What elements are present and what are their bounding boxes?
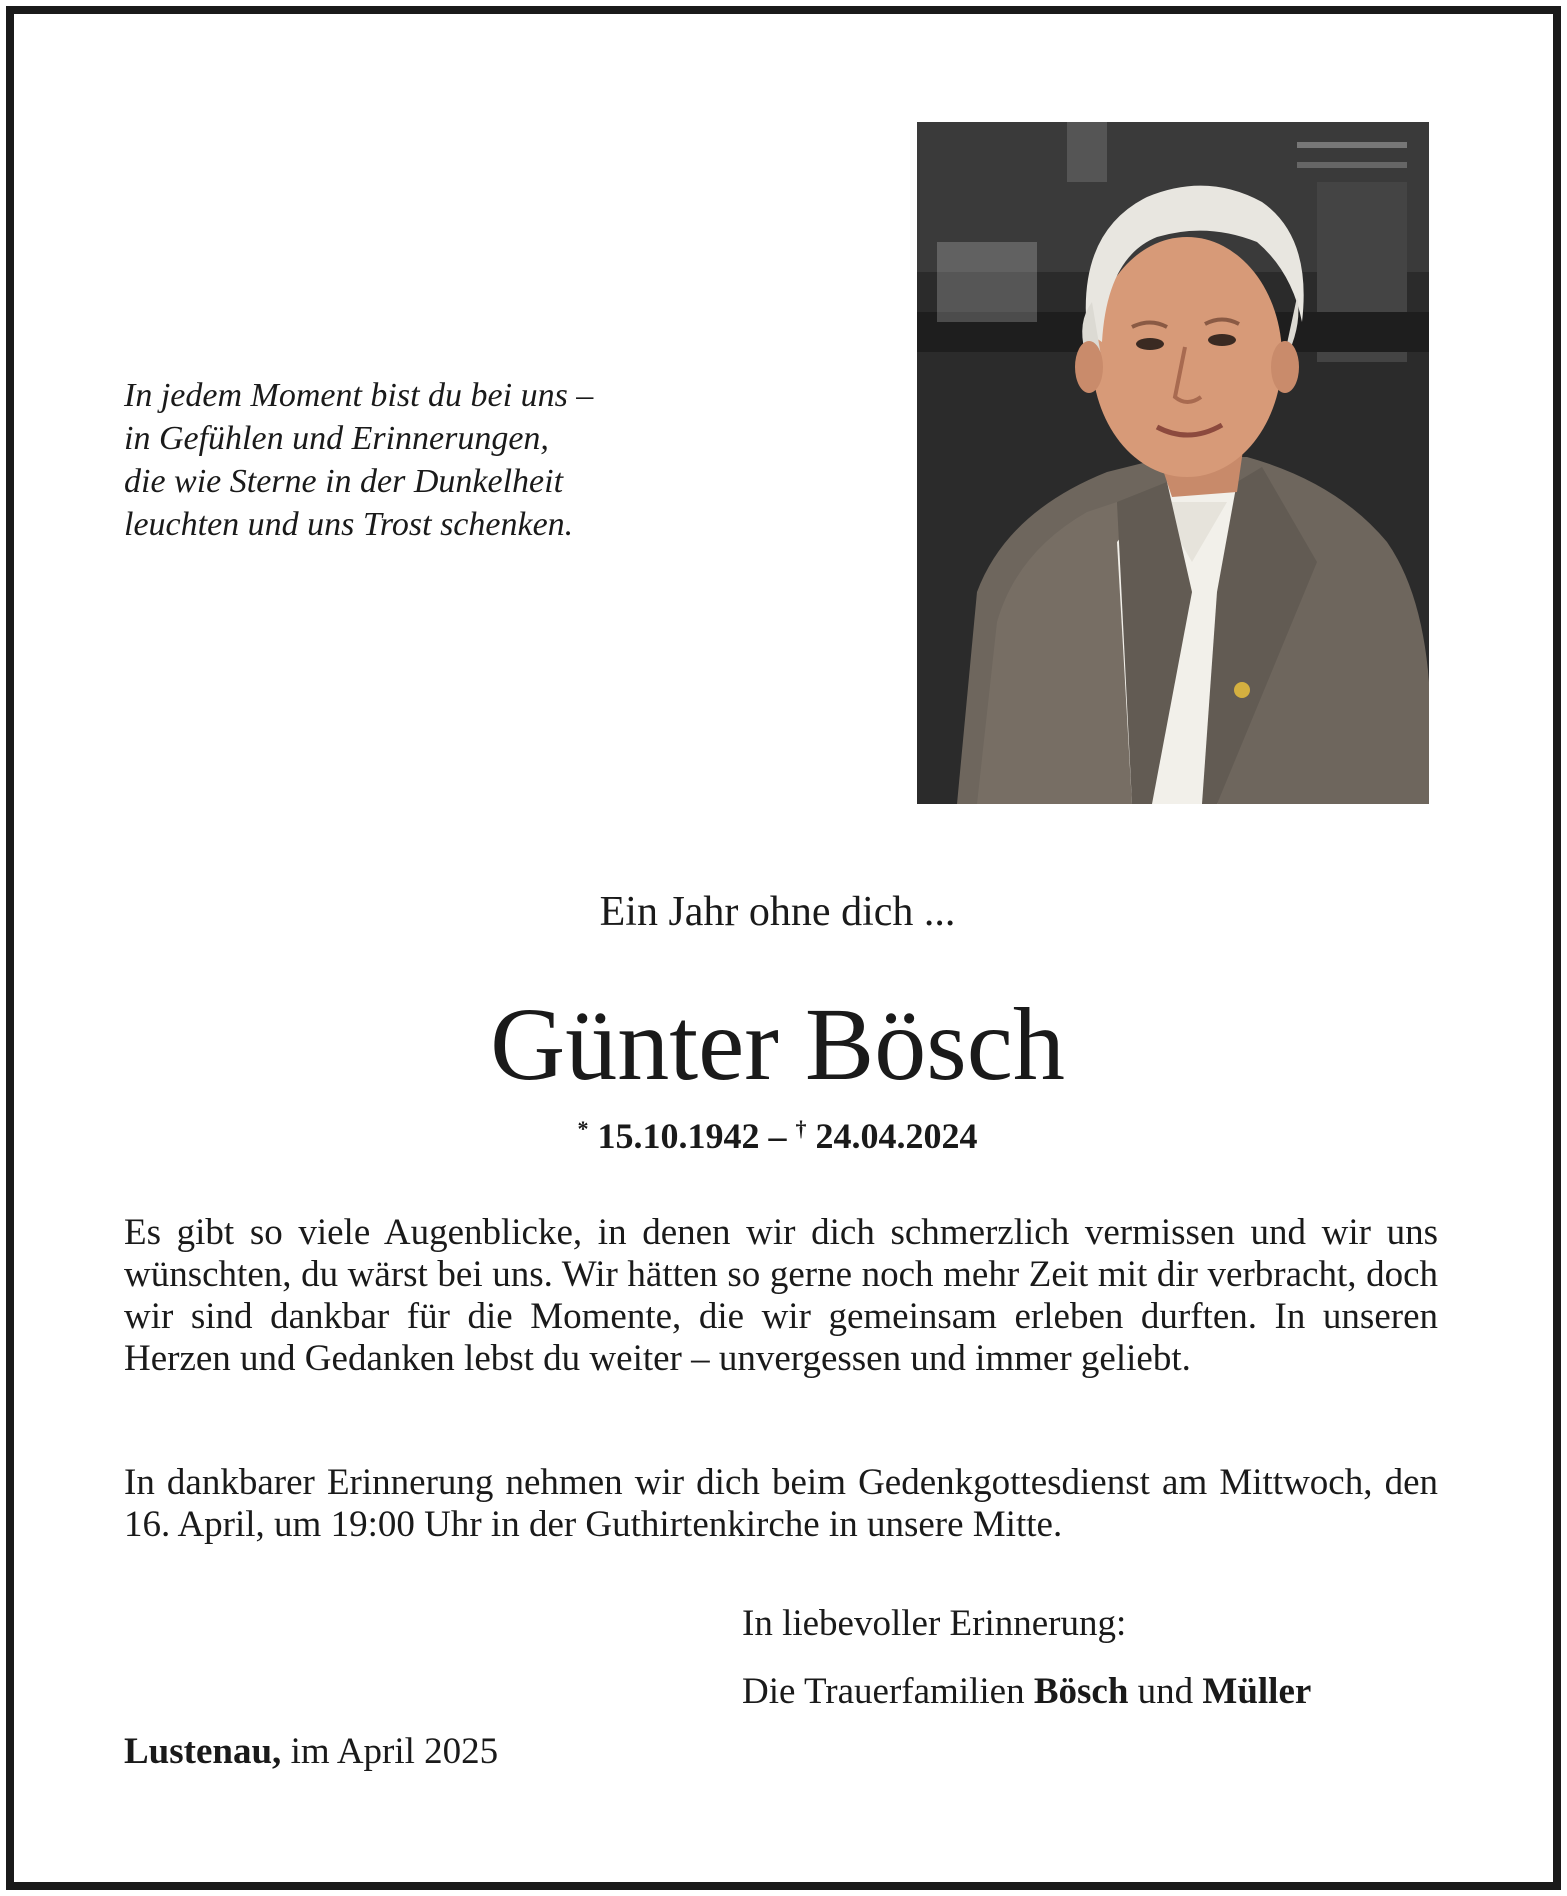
death-symbol: †: [795, 1116, 807, 1141]
life-dates: [0, 1115, 1555, 1157]
family-name-1: Bösch: [1033, 1671, 1129, 1712]
signature-intro: In liebevoller Erinnerung:: [742, 1603, 1127, 1644]
service-announcement: In dankbarer Erinnerung nehmen wir dich beim Gedenkgottesdienst am Mittwoch, den 16. April, um 19:00 Uhr in der Guthirtenkirche in unsere Mitte.: [124, 1462, 1438, 1545]
memorial-poem: [124, 374, 684, 546]
birth-symbol: *: [577, 1116, 589, 1141]
family-name-2: Müller: [1202, 1671, 1312, 1712]
memorial-text: Es gibt so viele Augenblicke, in denen wir dich schmerzlich vermissen und wir uns wünschten, du wärst bei uns. Wir hätten so gerne noch mehr Zeit mit dir verbracht, doch wir sind dankbar für die Momente, die wir gemeinsam erleben durften. In unseren Herzen und Gedanken lebst du weiter – unvergessen und immer geliebt.: [124, 1212, 1438, 1379]
place-and-date: [124, 1730, 498, 1773]
poem-line: leuchten und uns Trost schenken.: [124, 506, 574, 543]
signature-block: [742, 1590, 1311, 1726]
death-date: 24.04.2024: [815, 1116, 978, 1156]
poem-line: in Gefühlen und Erinnerungen,: [124, 420, 549, 457]
place-date: im April 2025: [290, 1731, 499, 1772]
deceased-name: Günter Bösch: [490, 987, 1065, 1102]
poem-line: In jedem Moment bist du bei uns –: [124, 377, 594, 414]
portrait-photo: [917, 122, 1429, 804]
poem-line: die wie Sterne in der Dunkelheit: [124, 463, 564, 500]
portrait-illustration: [917, 122, 1429, 804]
signature-prefix: Die Trauerfamilien: [742, 1671, 1025, 1712]
memorial-subtitle: Ein Jahr ohne dich ...: [599, 889, 956, 935]
birth-date: 15.10.1942: [597, 1116, 760, 1156]
place-city: Lustenau,: [124, 1731, 282, 1772]
signature-conjunction: und: [1137, 1671, 1194, 1712]
date-separator: –: [768, 1116, 787, 1156]
signature-families: [742, 1658, 1311, 1726]
